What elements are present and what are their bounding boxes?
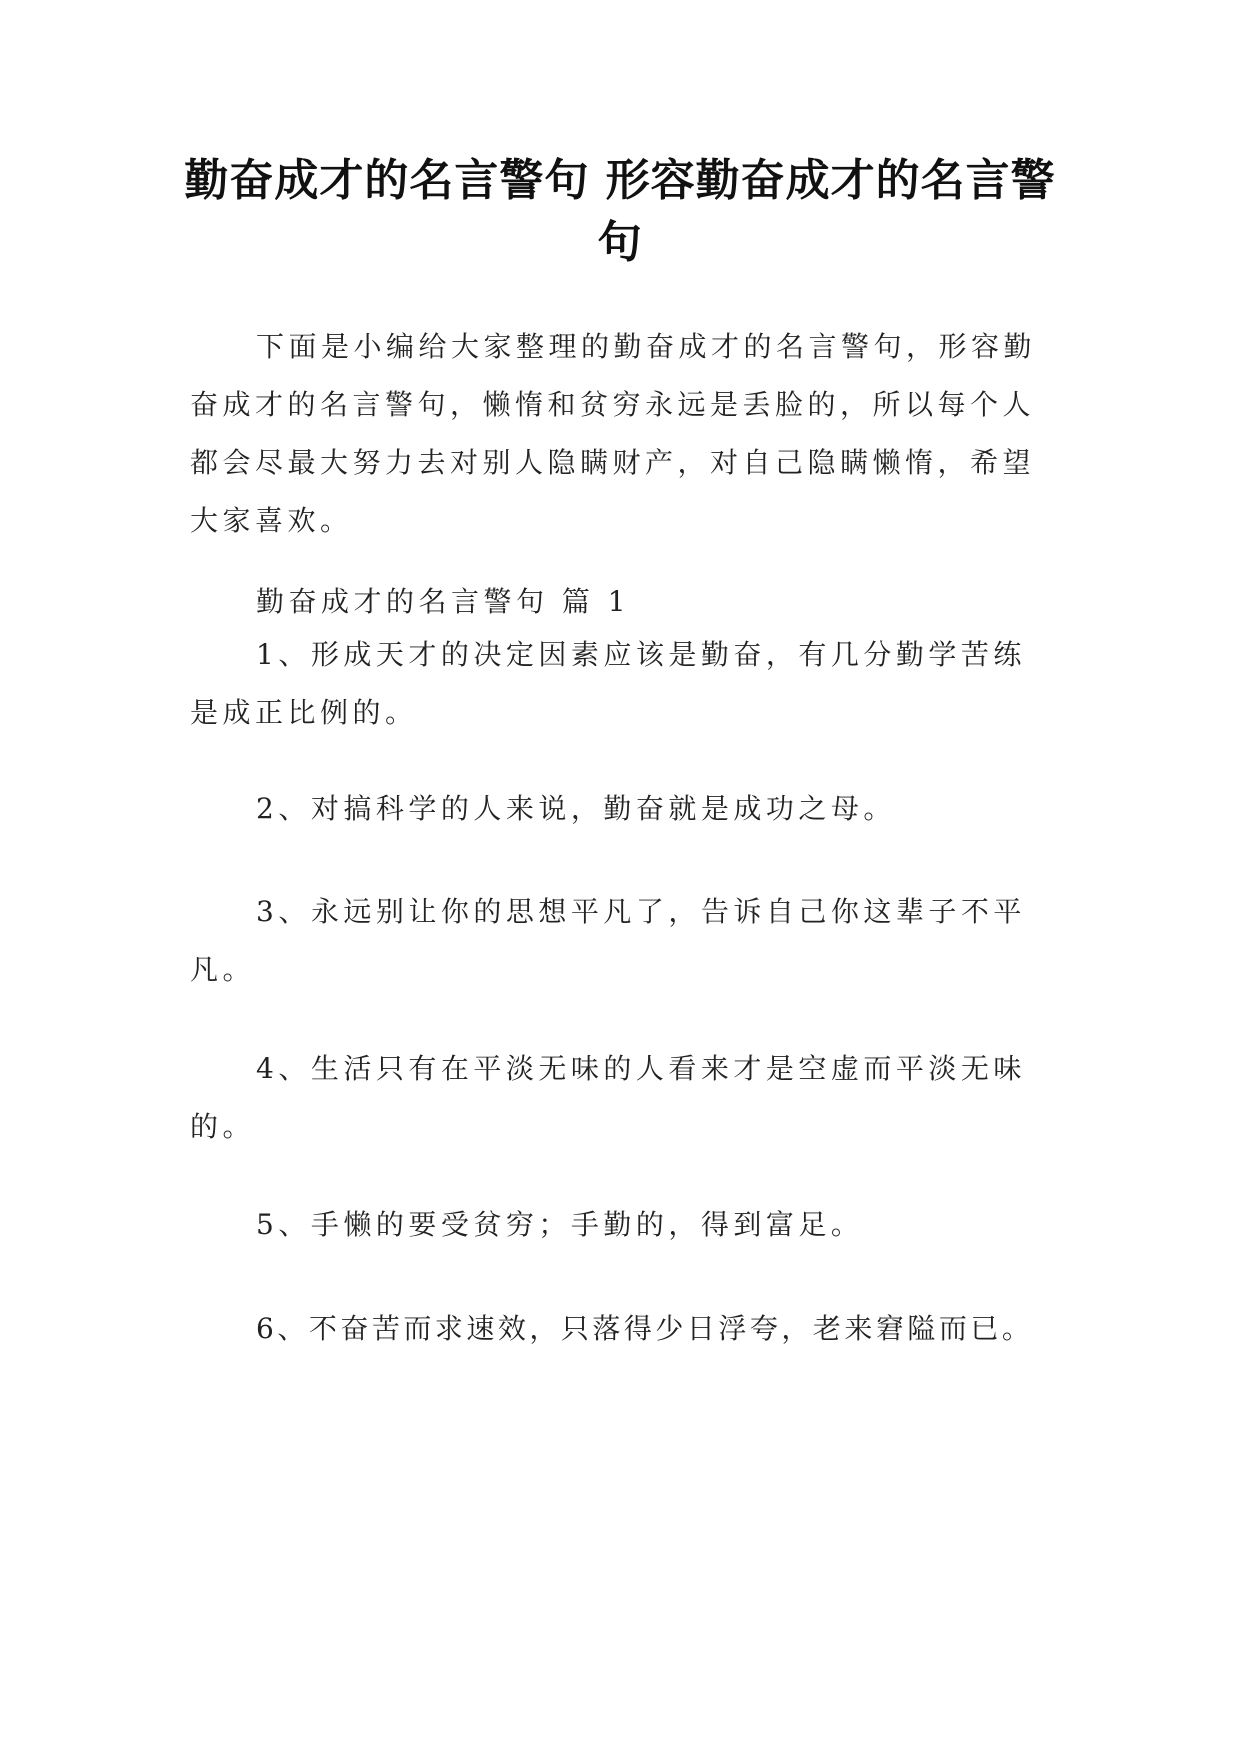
list-item: 6、不奋苦而求速效，只落得少日浮夸，老来窘隘而已。 [256, 1312, 1034, 1345]
list-item: 5、手懒的要受贫穷；手勤的，得到富足。 [256, 1208, 864, 1241]
list-item: 3、永远别让你的思想平凡了，告诉自己你这辈子不平凡。 [190, 895, 1026, 986]
intro-paragraph: 下面是小编给大家整理的勤奋成才的名言警句，形容勤奋成才的名言警句，懒惰和贫穷永远是丢脸的，所以每个人都会尽最大努力去对别人隐瞒财产，对自己隐瞒懒惰，希望大家喜欢。 [190, 330, 1037, 537]
list-item: 1、形成天才的决定因素应该是勤奋，有几分勤学苦练是成正比例的。 [190, 638, 1026, 729]
list-item: 2、对搞科学的人来说，勤奋就是成功之母。 [256, 792, 896, 825]
section-heading: 勤奋成才的名言警句 篇 1 [256, 585, 631, 618]
document-title: 勤奋成才的名言警句 形容勤奋成才的名言警句 [184, 155, 1056, 268]
list-item: 4、生活只有在平淡无味的人看来才是空虚而平淡无味的。 [190, 1052, 1026, 1143]
